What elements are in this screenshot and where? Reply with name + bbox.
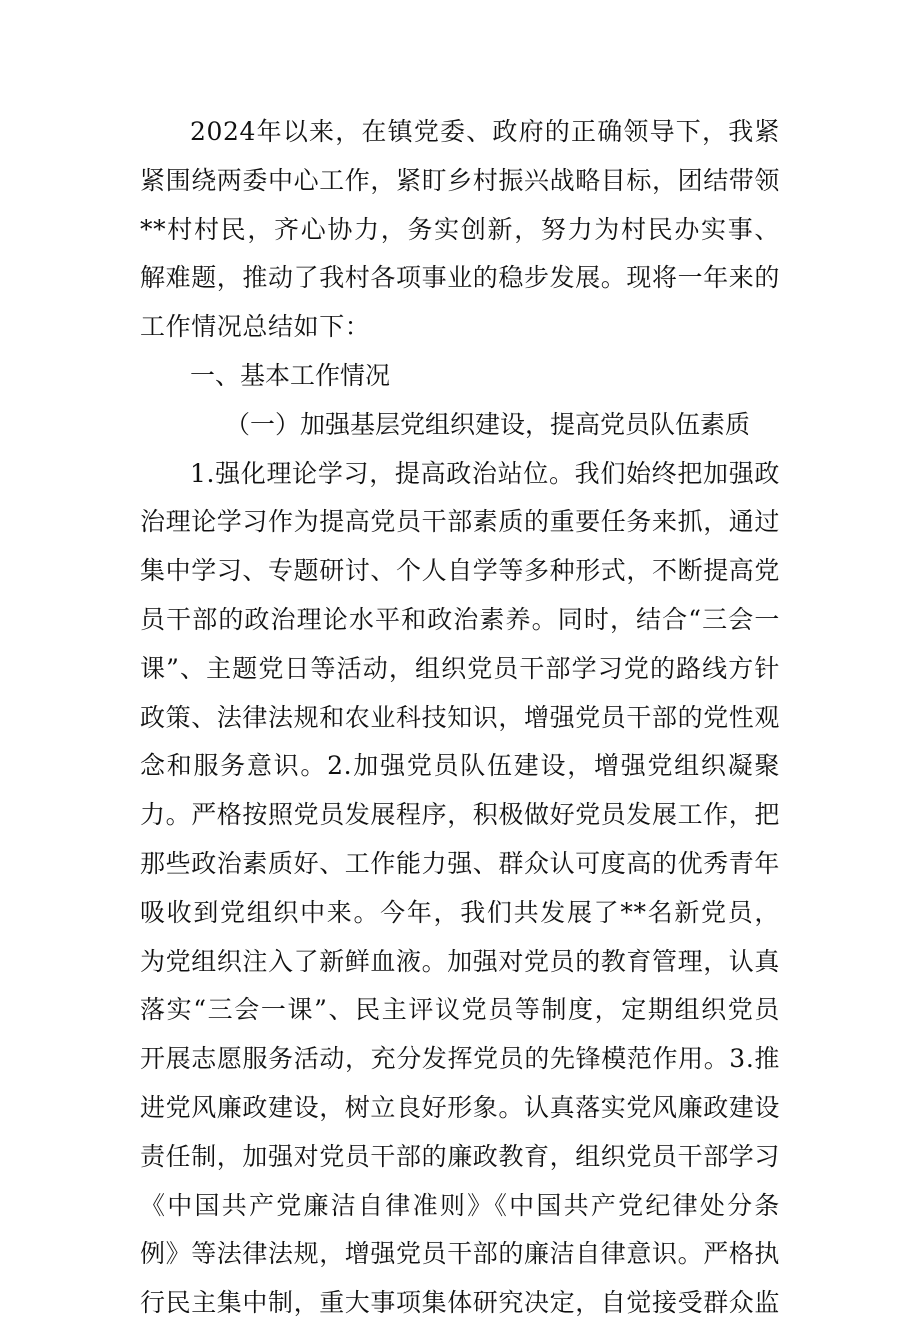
body-paragraph: 1.强化理论学习，提高政治站位。我们始终把加强政治理论学习作为提高党员干部素质的重要任务来抓，通过集中学习、专题研讨、个人自学等多种形式，不断提高党员干部的政治理论水平和政治素养。同时，结合“三会一课”、主题党日等活动，组织党员干部学习党的路线方针政策、法律法规和农业科技知识，增强党员干部的党性观念和服务意识。2.加强党员队伍建设，增强党组织凝聚力。严格按照党员发展程序，积极做好党员发展工作，把那些政治素质好、工作能力强、群众认可度高的优秀青年吸收到党组织中来。今年，我们共发展了**名新党员，为党组织注入了新鲜血液。加强对党员的教育管理，认真落实“三会一课”、民主评议党员等制度，定期组织党员开展志愿服务活动，充分发挥党员的先锋模范作用。3.推进党风廉政建设，树立良好形象。认真落实党风廉政建设责任制，加强对党员干部的廉政教育，组织党员干部学习《中国共产党廉洁自律准则》《中国共产党纪律处分条例》等法律法规，增强党员干部的廉洁自律意识。严格执行民主集中制，重大事项集体研究决定，自觉接受群众监 (140, 458, 781, 1318)
document-page (140, 108, 780, 1328)
section-heading: 一、基本工作情况 (190, 360, 391, 390)
subsection-heading: （一）加强基层党组织建设，提高党员队伍素质 (225, 409, 751, 439)
intro-paragraph: 2024年以来，在镇党委、政府的正确领导下，我紧紧围绕两委中心工作，紧盯乡村振兴战略目标，团结带领**村村民，齐心协力，务实创新，努力为村民办实事、解难题，推动了我村各项事业的稳步发展。现将一年来的工作情况总结如下： (140, 117, 781, 342)
